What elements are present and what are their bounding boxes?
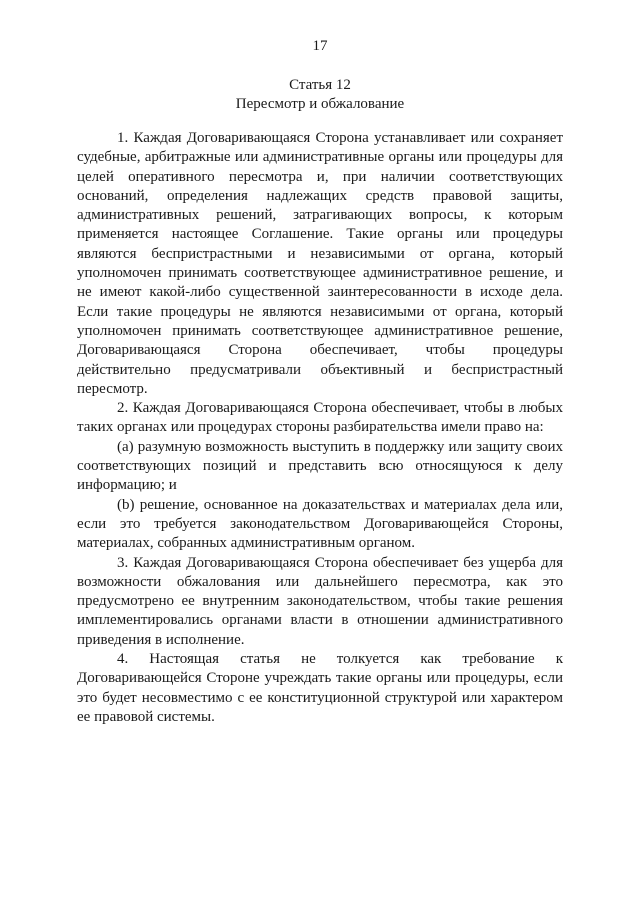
article-heading — [0, 76, 640, 114]
paragraph-2-item-b: (b) решение, основанное на доказательствах и материалах дела или, если это требуется законодательством Договаривающейся Стороны, материалах, собранных административным органом. — [77, 496, 563, 552]
paragraph-1: 1. Каждая Договаривающаяся Сторона устанавливает или сохраняет судебные, арбитражные или административные органы или процедуры для целей оперативного пересмотра и, при наличии соответствующих оснований, определения надлежащих средств правовой защиты, административных решений, затрагивающих вопросы, к которым применяется настоящее Соглашение. Такие органы или процедуры являются беспристрастными и независимыми от органа, который уполномочен принимать соответствующее административное решение, и не имеют какой-либо существенной заинтересованности в исходе дела. Если такие процедуры не являются независимыми от органа, который уполномочен принимать соответствующее административное решение, Договаривающаяся Сторона обеспечивает, чтобы процедуры действительно предусматривали объективный и беспристрастный пересмотр. — [77, 130, 563, 397]
page-number: 17 — [312, 38, 328, 54]
article-title: Пересмотр и обжалование — [235, 96, 405, 112]
article-body — [77, 129, 563, 727]
paragraph-2: 2. Каждая Договаривающаяся Сторона обеспечивает, чтобы в любых таких органах или процедурах стороны разбирательства имели право на: — [77, 400, 563, 436]
article-number: Статья 12 — [289, 77, 351, 93]
paragraph-2-item-a: (a) разумную возможность выступить в поддержку или защиту своих соответствующих позиций и представить всю относящуюся к делу информацию; и — [77, 438, 563, 494]
paragraph-4: 4. Настоящая статья не толкуется как требование к Договаривающейся Стороне учреждать такие органы или процедуры, если это будет несовместимо с ее конституционной структурой или характером ее правовой системы. — [77, 651, 563, 725]
paragraph-3: 3. Каждая Договаривающаяся Сторона обеспечивает без ущерба для возможности обжалования или дальнейшего пересмотра, как это предусмотрено ее внутренним законодательством, чтобы такие решения имплементировались органами власти в отношении административного приведения в исполнение. — [77, 554, 563, 648]
